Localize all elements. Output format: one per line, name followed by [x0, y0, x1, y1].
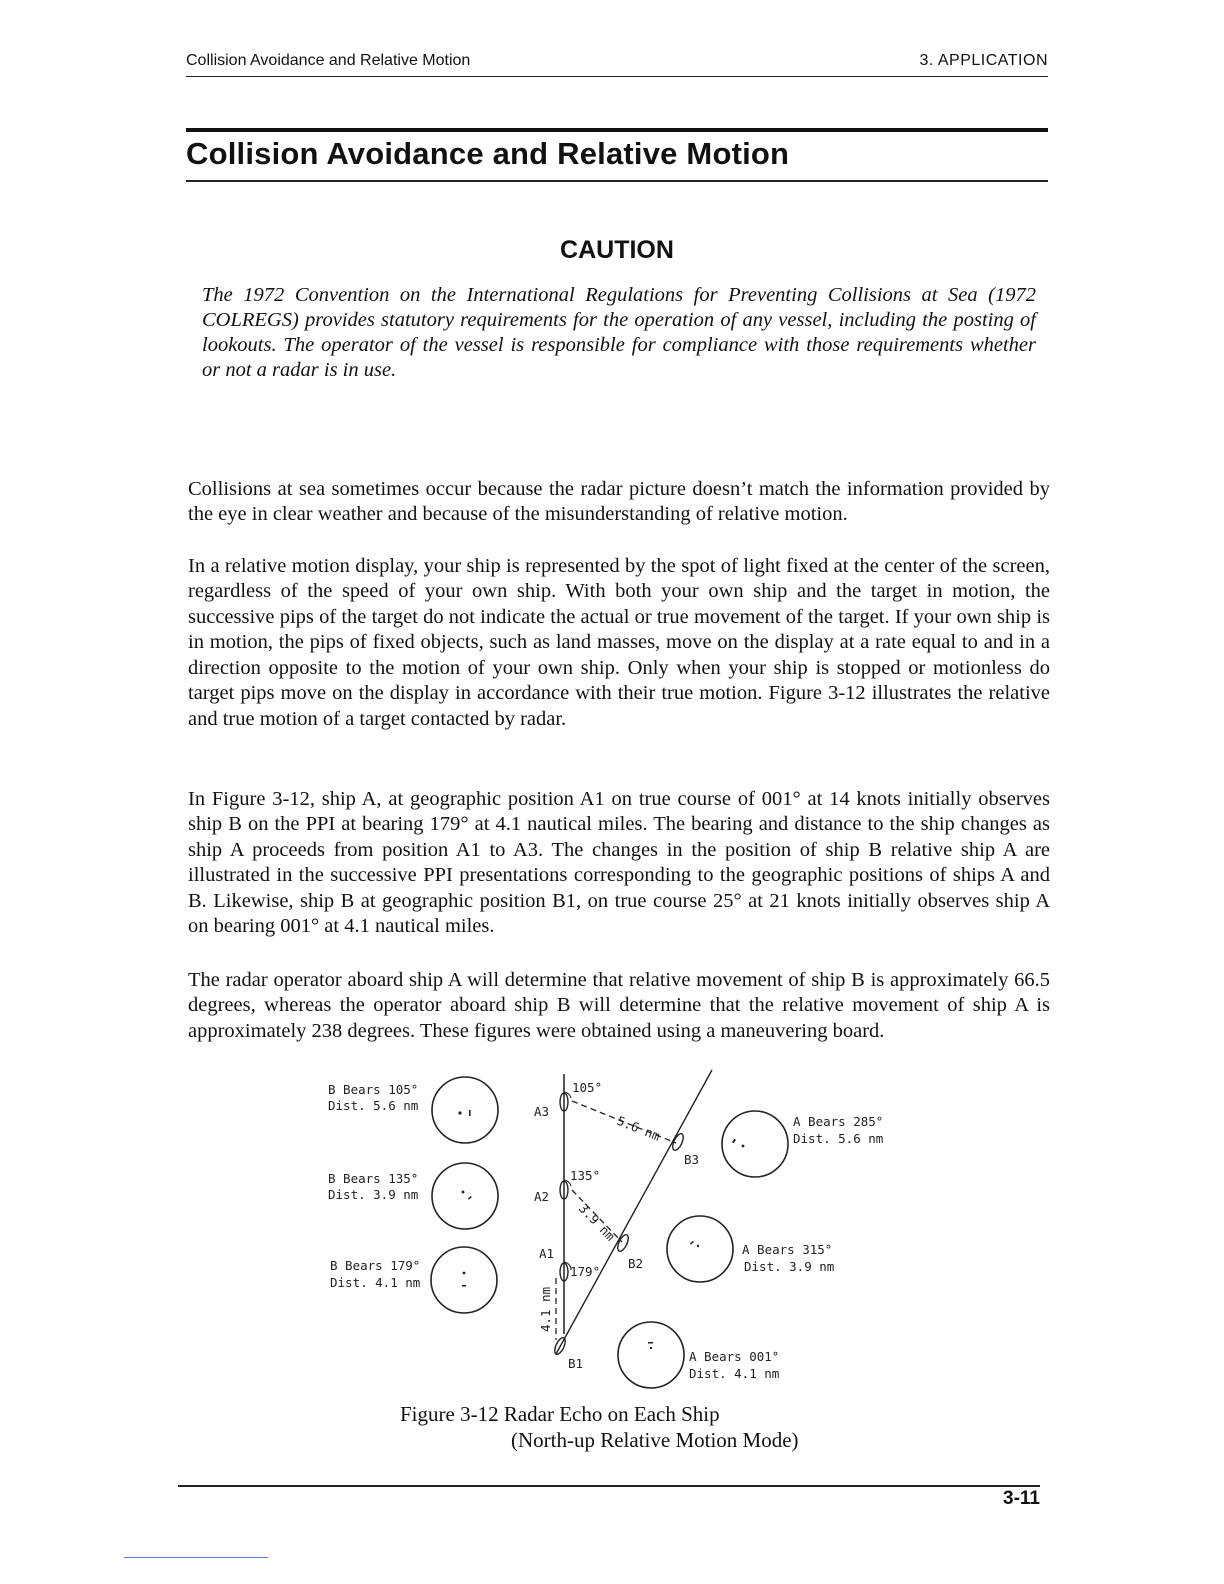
- radar-echo-figure: [320, 1066, 920, 1396]
- ship-b-ppi-distance-label: Dist. 4.1 nm: [689, 1366, 780, 1381]
- ship-b-ppi-display: [618, 1322, 684, 1388]
- title-rule-bottom: [186, 180, 1048, 182]
- ship-a-ppi-display: [432, 1077, 498, 1143]
- bearing-angle-label: 179°: [570, 1264, 601, 1279]
- running-header: [186, 50, 1048, 77]
- page-number: 3-11: [1003, 1488, 1040, 1509]
- ship-b-ppi-distance-label: Dist. 3.9 nm: [744, 1259, 835, 1274]
- figure-caption: [400, 1401, 799, 1453]
- body-paragraph: In Figure 3-12, ship A, at geographic position A1 on true course of 001° at 14 knots initially observes ship B on the PPI at bearing 179° at 4.1 nautical miles. The bearing and distance to the ship changes as ship A proceeds from position A1 to A3. The changes in the position of ship B relative ship A are illustrated in the successive PPI presentations corresponding to the geographic positions of ships A and B. Likewise, ship B at geographic position B1, on true course 25° at 21 knots initially observes ship A on bearing 001° at 4.1 nautical miles.: [188, 787, 1050, 938]
- ship-b-ppi-display: [722, 1111, 788, 1177]
- body-paragraph: The radar operator aboard ship A will determine that relative movement of ship B is approximately 66.5 degrees, whereas the operator aboard ship B will determine that the relative movement of ship A is approximately 238 degrees. These figures were obtained using a maneuvering board.: [188, 968, 1050, 1042]
- figure-caption-line: (North-up Relative Motion Mode): [511, 1428, 799, 1452]
- footer-rule: [178, 1485, 1040, 1487]
- position-label-a1: A1: [539, 1246, 555, 1261]
- ship-b-ppi-bearing-label: A Bears 315°: [742, 1242, 833, 1257]
- position-label-b3: B3: [684, 1152, 700, 1167]
- ship-b-symbol: [616, 1233, 631, 1253]
- ship-a-ppi-display: [431, 1247, 497, 1313]
- ship-a-ppi-display: [432, 1163, 498, 1229]
- title-rule-top: [186, 128, 1048, 132]
- figure-caption-line: Figure 3-12 Radar Echo on Each Ship: [400, 1402, 720, 1426]
- bearing-angle-label: 135°: [570, 1168, 601, 1183]
- ship-a-ppi-bearing-label: B Bears 135°: [328, 1171, 419, 1186]
- header-chapter-title: Collision Avoidance and Relative Motion: [186, 52, 471, 69]
- position-label-a3: A3: [534, 1104, 550, 1119]
- header-section-label: 3. APPLICATION: [919, 52, 1048, 69]
- ship-b-ppi-bearing-label: A Bears 285°: [793, 1114, 884, 1129]
- ship-a-ppi-bearing-label: B Bears 105°: [328, 1082, 419, 1097]
- range-label: 4.1 nm: [538, 1286, 553, 1332]
- ship-b-ppi-display: [667, 1216, 733, 1282]
- position-label-b1: B1: [568, 1356, 584, 1371]
- ship-b-ppi-distance-label: Dist. 5.6 nm: [793, 1131, 884, 1146]
- bearing-angle-label: 105°: [572, 1080, 603, 1095]
- range-label: 3.9 nm: [575, 1200, 619, 1244]
- section-title: Collision Avoidance and Relative Motion: [186, 136, 790, 171]
- caution-text: The 1972 Convention on the International Regulations for Preventing Collisions at Sea (1972 COLREGS) provides statutory requirements for the operation of any vessel, including the posting of lookouts. The operator of the vessel is responsible for compliance with those requirements whether or not a radar is in use.: [202, 284, 1036, 381]
- range-label: 5.6 nm: [614, 1112, 663, 1144]
- scan-artifact-line: [124, 1557, 268, 1558]
- position-label-a2: A2: [534, 1189, 550, 1204]
- body-paragraph: In a relative motion display, your ship is represented by the spot of light fixed at the center of the screen, regardless of the speed of your own ship. With both your own ship and the target in motion, the successive pips of the target do not indicate the actual or true movement of the target. If your own ship is in motion, the pips of fixed objects, such as land masses, move on the display at a rate equal to and in a direction opposite to the motion of your own ship. Only when your ship is stopped or motionless do target pips move on the display in accordance with their true motion. Figure 3-12 illustrates the relative and true motion of a target contacted by radar.: [188, 554, 1050, 731]
- ship-a-ppi-distance-label: Dist. 5.6 nm: [328, 1098, 419, 1113]
- caution-heading: CAUTION: [560, 236, 674, 264]
- body-paragraph: Collisions at sea sometimes occur because the radar picture doesn’t match the information provided by the eye in clear weather and because of the misunderstanding of relative motion.: [188, 477, 1050, 526]
- ship-a-ppi-distance-label: Dist. 3.9 nm: [328, 1187, 419, 1202]
- ship-b-ppi-bearing-label: A Bears 001°: [689, 1349, 780, 1364]
- ship-a-ppi-distance-label: Dist. 4.1 nm: [330, 1275, 421, 1290]
- ship-a-ppi-bearing-label: B Bears 179°: [330, 1258, 421, 1273]
- position-label-b2: B2: [628, 1256, 644, 1271]
